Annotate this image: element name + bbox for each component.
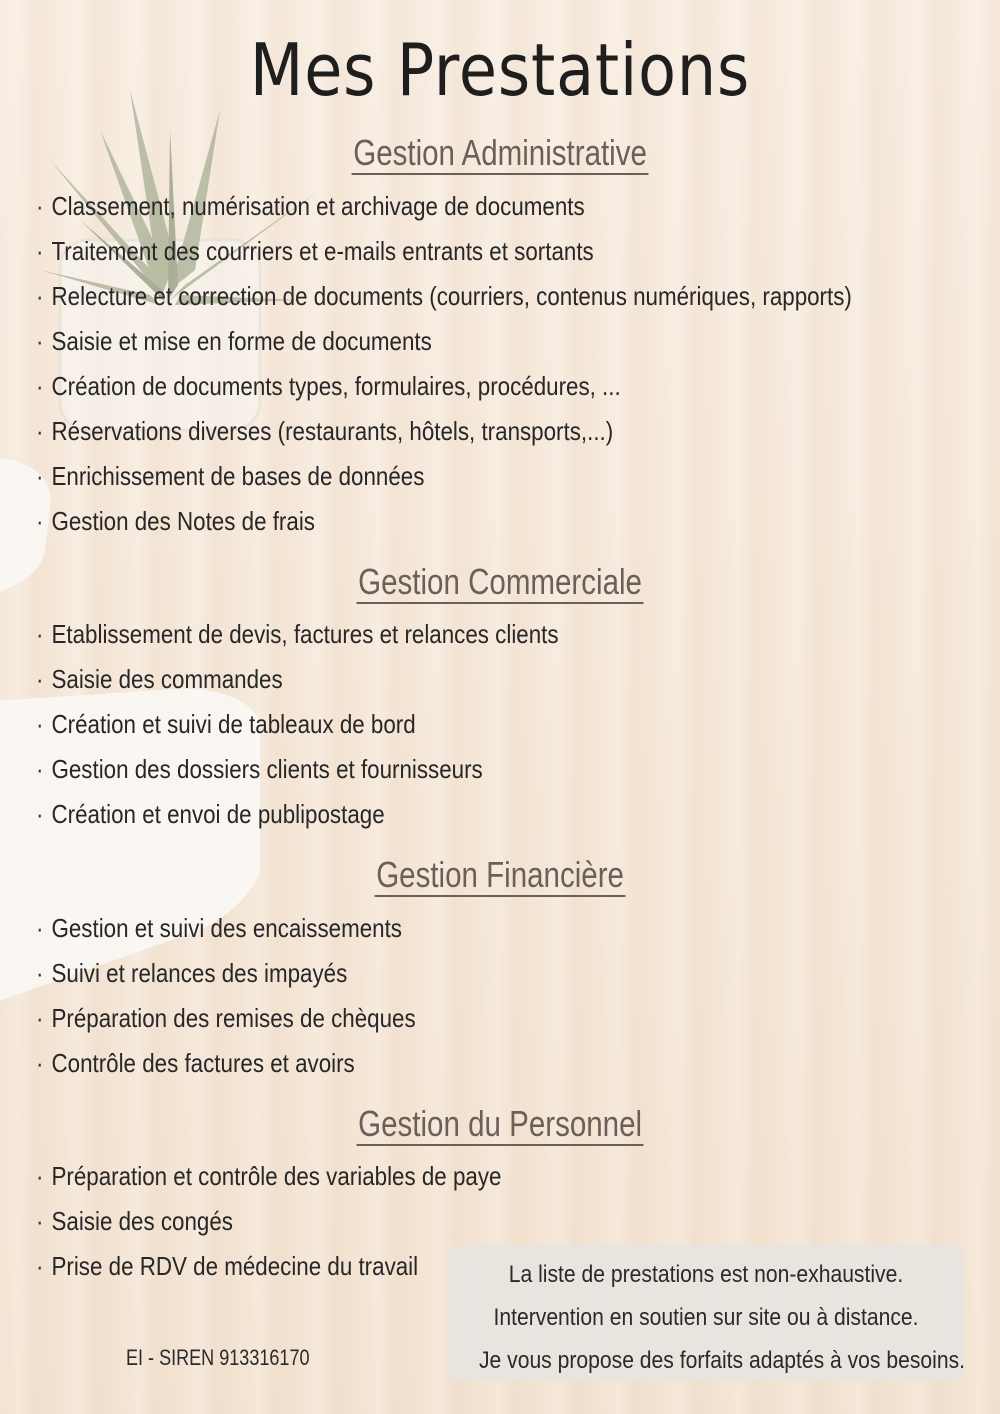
note-line: Intervention en soutien sur site ou à distance. [493,1304,919,1331]
bullet-icon: · [36,619,44,649]
bullet-icon: · [36,1048,44,1078]
list-item: · Saisie des congés [36,1199,501,1244]
section-title-text: Gestion du Personnel [358,1103,642,1144]
list-item: · Gestion et suivi des encaissements [36,906,416,951]
section-title-commerciale [0,563,1000,604]
section-title-administrative [0,134,1000,175]
bullet-icon: · [36,1003,44,1033]
bullet-icon: · [36,506,44,536]
list-item: · Préparation des remises de chèques [36,996,416,1041]
list-item: · Gestion des dossiers clients et fournisseurs [36,747,559,792]
bullet-icon: · [36,1251,44,1281]
list-item: · Création de documents types, formulaires, procédures, ... [36,364,852,409]
list-item: · Traitement des courriers et e-mails entrants et sortants [36,229,852,274]
bullet-icon: · [36,326,44,356]
bullet-icon: · [36,1161,44,1191]
bullet-icon: · [36,416,44,446]
bullet-icon: · [36,664,44,694]
list-item: · Réservations diverses (restaurants, hôtels, transports,...) [36,409,852,454]
list-item: · Préparation et contrôle des variables de paye [36,1154,501,1199]
list-item: · Suivi et relances des impayés [36,951,416,996]
bullet-icon: · [36,281,44,311]
section-title-text: Gestion Administrative [353,132,647,173]
bullet-icon: · [36,1206,44,1236]
list-item: · Enrichissement de bases de données [36,454,852,499]
list-item: · Classement, numérisation et archivage de documents [36,184,852,229]
bullet-icon: · [36,371,44,401]
section-title-financiere [0,856,1000,897]
bullet-icon: · [36,191,44,221]
bullet-icon: · [36,958,44,988]
list-commerciale [36,612,644,837]
list-item: · Relecture et correction de documents (courriers, contenus numériques, rapports) [36,274,852,319]
list-administrative [36,184,985,544]
list-financiere [36,906,477,1086]
bullet-icon: · [36,754,44,784]
list-item: · Saisie et mise en forme de documents [36,319,852,364]
bullet-icon: · [36,799,44,829]
list-item: · Contrôle des factures et avoirs [36,1041,416,1086]
bullet-icon: · [36,709,44,739]
note-line: La liste de prestations est non-exhaustive. [508,1261,904,1288]
bullet-icon: · [36,236,44,266]
list-item: · Saisie des commandes [36,657,559,702]
bullet-icon: · [36,461,44,491]
section-title-personnel [0,1105,1000,1146]
list-item: · Prise de RDV de médecine du travail [36,1244,501,1289]
section-title-text: Gestion Financière [376,854,624,895]
section-title-text: Gestion Commerciale [358,561,642,602]
list-item: · Création et envoi de publipostage [36,792,559,837]
list-item: · Création et suivi de tableaux de bord [36,702,559,747]
note-line: Je vous propose des forfaits adaptés à vos besoins. [478,1347,966,1374]
bullet-icon: · [36,913,44,943]
list-item: · Gestion des Notes de frais [36,499,852,544]
page-title: Mes Prestations [249,28,751,112]
siren-footer: EI - SIREN 913316170 [126,1345,310,1370]
list-item: · Etablissement de devis, factures et relances clients [36,612,559,657]
note-box [448,1245,964,1381]
